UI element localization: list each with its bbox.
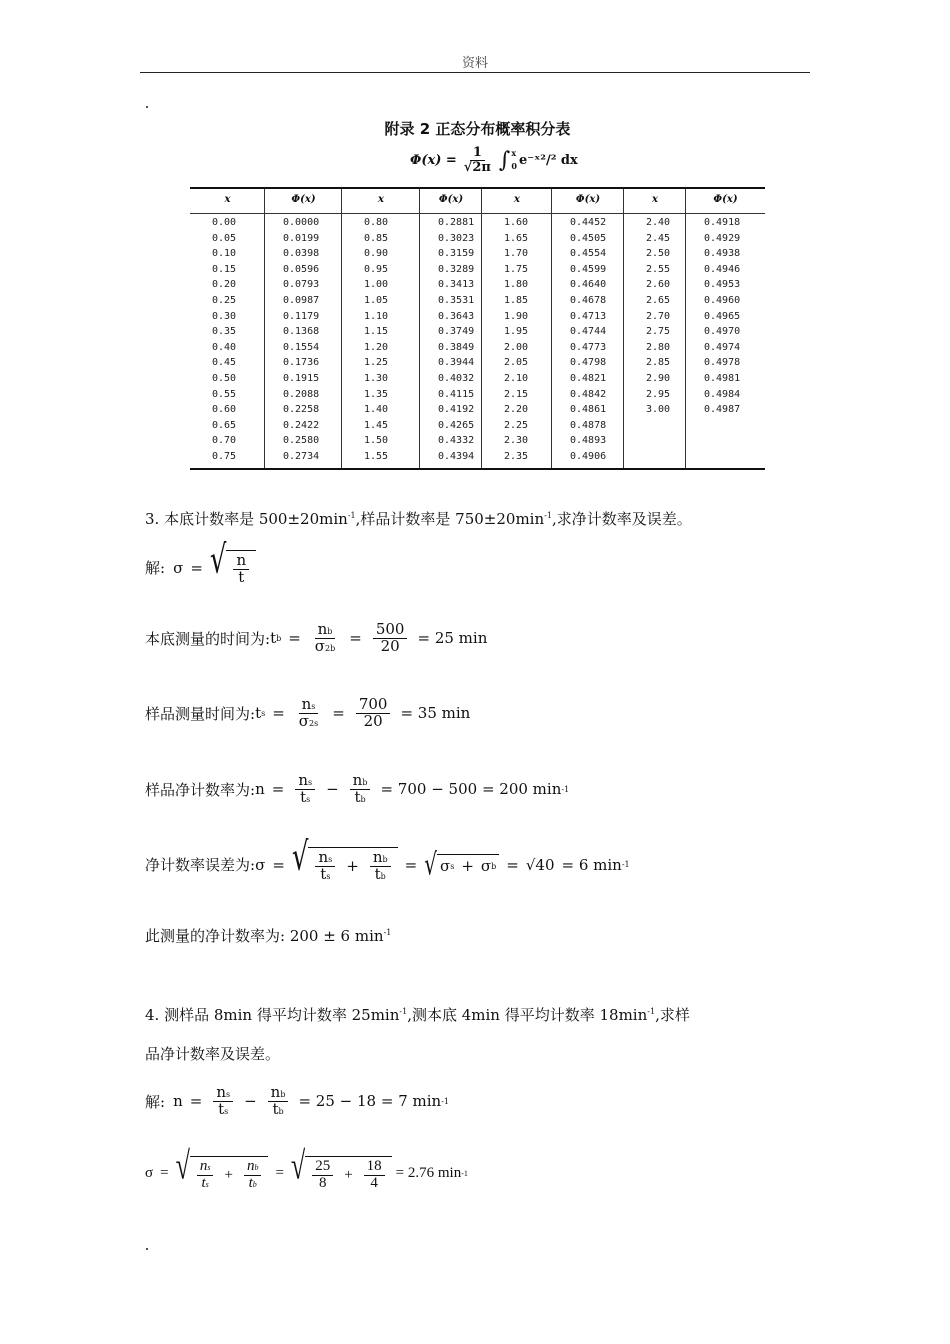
p4-text-b: ,测本底 4min 得平均计数率 18min [407, 1006, 648, 1024]
p3-line3: 样品净计数率为: n = $\frac{ns}{ts}$ − $\frac{nb}{tb}$ = 700 − 500 = 200 min -1 [145, 771, 570, 806]
line-result: = 25 − 18 = 7 min [298, 1092, 442, 1111]
sigma-symbol: σ [298, 711, 310, 730]
sub-b: b [380, 871, 386, 881]
table-cell-x: 0.10 [212, 248, 237, 260]
table-cell-phi: 0.4640 [570, 279, 607, 291]
header-rule [140, 72, 810, 73]
line-label: 样品净计数率为: [145, 780, 256, 799]
p3-exp-b: -1 [544, 511, 552, 520]
equals: = [272, 855, 285, 874]
ns-over-ts [213, 1085, 233, 1118]
table-cell-x: 0.80 [364, 217, 389, 228]
table-cell-phi: 0.4554 [570, 248, 607, 260]
frac-den: t [374, 864, 381, 883]
table-cell-phi: 0.4906 [570, 451, 607, 462]
table-cell-phi: 0.4974 [704, 341, 741, 353]
table-cell-x: 0.15 [212, 263, 237, 275]
exp-2: 2 [309, 718, 315, 728]
frac-num: n [216, 1083, 226, 1101]
table-cell-phi: 0.4978 [704, 357, 741, 369]
equals: = [272, 704, 285, 723]
sigma-symbol: σ [439, 857, 451, 876]
table-cell-phi: 0.4032 [438, 373, 475, 384]
table-cell-x: 0.20 [212, 279, 237, 291]
equals: = [506, 855, 519, 874]
table-cell-phi: 0.3643 [438, 310, 475, 322]
frac-num: n [233, 553, 249, 570]
table-cell-x: 1.85 [504, 295, 529, 306]
table-cell-x: 1.95 [504, 326, 529, 338]
table-cell-phi: 0.0000 [283, 217, 320, 228]
sub-s: s [450, 861, 455, 871]
table-cell-x: 2.25 [504, 419, 529, 431]
p3-conclusion [145, 925, 391, 946]
nb-over-tb [350, 773, 371, 806]
sigma-symbol: σ [314, 636, 326, 655]
table-cell-x: 1.45 [364, 419, 389, 431]
table-cell-phi: 0.3023 [438, 232, 475, 244]
table-cell-x: 1.50 [364, 435, 389, 447]
sub-b: b [330, 643, 336, 653]
sigma-symbol: σ [173, 558, 184, 577]
table-cell-x: 1.65 [504, 232, 529, 244]
appendix-title: 附录 2 正态分布概率积分表 [384, 120, 571, 138]
table-cell-phi: 0.3413 [438, 279, 475, 291]
table-cell-x: 2.35 [504, 451, 529, 462]
table-cell-x: 1.30 [364, 373, 389, 384]
problem-3-statement [145, 508, 692, 529]
sigma-symbol: σ [480, 857, 492, 876]
formula-body: e⁻ˣ²/² dx [518, 152, 578, 168]
table-cell-phi: 0.1915 [283, 373, 320, 384]
table-cell-x: 0.55 [212, 388, 237, 400]
table-cell-phi: 0.4918 [704, 217, 741, 228]
table-cell-x: 2.80 [646, 341, 671, 353]
p3-solution-formula [145, 538, 256, 586]
table-cell-phi: 0.4938 [704, 248, 741, 260]
table-cell-x: 1.10 [364, 310, 389, 322]
table-cell-phi: 0.3289 [438, 263, 475, 275]
table-cell-x: 0.30 [212, 310, 237, 322]
sub-s: s [207, 1163, 211, 1172]
exp-neg1: -1 [461, 1169, 468, 1179]
sub-b: b [382, 855, 388, 864]
equals: = [275, 1165, 284, 1182]
frac-num: 700 [356, 697, 391, 714]
p3-text-c: ,求净计数率及误差。 [551, 510, 692, 528]
n-symbol: n [173, 1092, 183, 1111]
table-cell-x: 1.60 [504, 217, 529, 228]
sub-b: b [327, 627, 333, 636]
sub-s: s [326, 871, 331, 881]
table-cell-x: 1.80 [504, 279, 529, 291]
frac-den: t [300, 787, 307, 806]
table-cell-x: 1.15 [364, 326, 389, 338]
p4-exp-b: -1 [647, 1007, 656, 1016]
table-cell-phi: 0.0398 [283, 248, 320, 260]
sub-s: s [205, 1179, 209, 1189]
table-cell-phi: 0.4265 [438, 419, 475, 431]
p3-text-b: ,样品计数率是 750±20min [355, 510, 545, 528]
table-column-rule [481, 189, 482, 468]
sub-s: s [224, 1106, 229, 1116]
frac-den: 20 [380, 636, 400, 655]
table-header-cell: x [224, 194, 231, 205]
frac-den: t [201, 1174, 206, 1191]
table-cell-x: 1.25 [364, 357, 389, 369]
table-cell-phi: 0.4970 [704, 326, 741, 338]
table-header-cell: Φ(x) [575, 194, 601, 205]
frac-den: t [248, 1174, 253, 1191]
formula-fraction [461, 146, 494, 174]
table-cell-phi: 0.3849 [438, 341, 475, 353]
sub-b: b [252, 1179, 257, 1189]
frac-num: n [298, 771, 308, 789]
p3-exp-a: -1 [347, 511, 356, 520]
sub-b: b [491, 861, 497, 871]
equals: = [332, 704, 345, 723]
table-cell-phi: 0.4953 [704, 279, 741, 291]
integral-symbol: ∫ [498, 147, 511, 173]
numeric-fraction [356, 697, 391, 730]
table-cell-x: 2.20 [504, 404, 529, 416]
table-cell-phi: 0.0793 [283, 279, 320, 291]
table-cell-phi: 0.4946 [704, 263, 741, 275]
radical-sign: √ [424, 846, 437, 882]
p4-line1: 解: n = $\frac{ns}{ts}$ − $\frac{nb}{tb}$ = 25 − 18 = 7 min -1 [145, 1083, 449, 1118]
table-cell-x: 0.75 [212, 451, 237, 462]
table-cell-x: 1.75 [504, 263, 529, 275]
frac-num: n [270, 1083, 281, 1101]
table-header-cell: x [514, 194, 520, 205]
numeric-fraction [373, 622, 408, 655]
table-cell-phi: 0.3749 [438, 326, 475, 338]
line-result: = 35 min [400, 704, 471, 723]
solution-label: 解: [145, 559, 166, 578]
table-cell-x: 0.90 [364, 248, 389, 260]
solution-label: 解: [145, 1092, 166, 1111]
table-cell-phi: 0.4821 [570, 373, 607, 384]
probability-table [190, 187, 765, 470]
p4-sigma-line [145, 1144, 468, 1192]
table-cell-x: 0.60 [212, 404, 237, 416]
line-label: 样品测量时间为: [145, 704, 256, 723]
table-cell-phi: 0.4984 [704, 388, 741, 400]
corner-dot [146, 1248, 148, 1250]
frac-num: n [246, 1158, 255, 1174]
sqrt-40: √40 [525, 855, 555, 874]
sqrt-n-over-t [209, 538, 256, 586]
formula-numerator: 1 [470, 146, 485, 161]
table-cell-x: 1.05 [364, 295, 389, 306]
table-column-rule [685, 189, 686, 468]
table-header-cell: Φ(x) [291, 194, 316, 205]
table-cell-phi: 0.4798 [570, 357, 607, 369]
table-cell-phi: 0.4678 [570, 295, 607, 306]
table-cell-x: 0.65 [212, 419, 237, 431]
frac-den: t [354, 787, 361, 806]
exp-neg1: -1 [561, 784, 570, 794]
frac-den: 20 [363, 711, 383, 730]
sub-b: b [278, 1106, 284, 1116]
frac-den: t [238, 567, 245, 586]
equals: = [271, 780, 285, 799]
table-header-cell: x [378, 194, 384, 205]
table-header-cell: Φ(x) [438, 194, 464, 205]
p4-text-c: ,求样 [655, 1006, 690, 1024]
frac-num: n [372, 848, 383, 866]
table-cell-phi: 0.4893 [570, 435, 607, 447]
table-cell-x: 1.35 [364, 388, 389, 400]
frac-num: n [301, 695, 312, 713]
table-cell-phi: 0.2881 [438, 217, 475, 228]
frac-num: 500 [373, 622, 408, 639]
table-cell-x: 1.40 [364, 404, 389, 416]
table-cell-x: 0.05 [212, 232, 237, 244]
equals: = [190, 558, 203, 577]
table-cell-x: 0.85 [364, 232, 389, 244]
table-cell-phi: 0.4192 [438, 404, 475, 416]
table-cell-phi: 0.0596 [283, 263, 320, 275]
radical-sign: √ [291, 835, 309, 881]
t-symbol: t [270, 629, 277, 648]
sqrt-numeric: √ $\frac{25}{8}$ + $\frac{18}{4}$ [291, 1156, 392, 1192]
sub-s: s [328, 855, 333, 864]
sub-b: b [280, 1090, 286, 1099]
table-cell-phi: 0.1368 [283, 326, 320, 338]
table-cell-x: 2.60 [646, 279, 671, 291]
table-cell-x: 2.75 [646, 326, 671, 338]
table-cell-x: 0.50 [212, 373, 237, 384]
frac-den: t [218, 1099, 225, 1118]
table-cell-phi: 0.0987 [283, 295, 320, 306]
line-result: = 25 min [417, 629, 488, 648]
table-cell-x: 2.05 [504, 357, 529, 369]
table-cell-x: 2.00 [504, 341, 529, 353]
table-cell-phi: 0.2088 [283, 388, 320, 400]
table-cell-x: 0.35 [212, 326, 237, 338]
equals: = [189, 1092, 203, 1111]
table-cell-x: 1.55 [364, 451, 389, 462]
table-header-rule [190, 213, 765, 214]
sub-b: b [360, 794, 366, 804]
p3-line1 [145, 622, 487, 655]
frac-num: 25 [312, 1159, 333, 1176]
p4-exp-a: -1 [399, 1007, 408, 1016]
table-cell-phi: 0.0199 [283, 232, 320, 244]
table-cell-x: 0.25 [212, 295, 237, 306]
equals: = [160, 1165, 169, 1182]
table-header-cell: Φ(x) [713, 194, 738, 205]
exp-2: 2 [325, 643, 331, 653]
table-cell-phi: 0.4842 [570, 388, 607, 400]
table-cell-x: 1.00 [364, 279, 389, 291]
table-column-rule [623, 189, 624, 468]
equals: = [349, 629, 362, 648]
sub-s: s [225, 1090, 231, 1099]
table-cell-phi: 0.3531 [438, 295, 475, 306]
corner-dot [146, 106, 148, 108]
frac-num: 18 [364, 1159, 385, 1176]
table-column-rule [551, 189, 552, 468]
page-header: 资料 [461, 56, 488, 71]
table-cell-x: 3.00 [646, 404, 671, 416]
frac-num: n [317, 620, 328, 638]
formula-lhs: Φ(x) = [410, 152, 457, 168]
frac-den: t [272, 1099, 279, 1118]
line-label: 净计数率误差为: [145, 856, 256, 875]
n-over-sigma2 [312, 622, 338, 655]
frac-den: 8 [318, 1174, 327, 1191]
table-cell-phi: 0.2580 [283, 435, 320, 447]
table-cell-phi: 0.4981 [704, 373, 741, 384]
sigma-symbol: σ [255, 855, 266, 874]
equals: = [288, 629, 301, 648]
line-result: = 700 − 500 = 200 min [380, 780, 562, 799]
sqrt-sigma-sum: √ σ s + σ b [424, 854, 499, 875]
exp-neg1: -1 [621, 860, 630, 870]
table-cell-x: 2.30 [504, 435, 529, 447]
table-cell-x: 0.00 [212, 217, 237, 228]
table-cell-phi: 0.4773 [570, 341, 607, 353]
line-result: = 6 min [561, 855, 622, 874]
radical-sign: √ [290, 1144, 306, 1188]
sqrt-sum-fractions: √ $\frac{ns}{ts}$ + $\frac{nb}{tb}$ [292, 847, 398, 883]
line-result: = 2.76 min [395, 1165, 462, 1182]
frac-num: n [352, 771, 363, 789]
table-cell-phi: 0.1736 [283, 357, 320, 369]
frac-den: 4 [370, 1174, 378, 1191]
sub-s: s [261, 708, 266, 718]
table-cell-x: 0.70 [212, 435, 237, 447]
table-cell-x: 0.45 [212, 357, 237, 369]
table-cell-x: 2.40 [646, 217, 671, 228]
table-cell-x: 2.45 [646, 232, 671, 244]
formula-denominator: √2π [463, 159, 491, 175]
frac-num: n [318, 848, 329, 866]
table-cell-x: 2.95 [646, 388, 671, 400]
n-symbol: n [255, 780, 265, 799]
table-cell-phi: 0.2258 [283, 404, 320, 416]
table-column-rule [264, 189, 265, 468]
table-cell-phi: 0.4987 [704, 404, 741, 416]
sqrt-sum-fractions: √ $\frac{ns}{ts}$ + $\frac{nb}{tb}$ [176, 1156, 269, 1192]
table-cell-phi: 0.1554 [283, 341, 320, 353]
sub-s: s [307, 778, 313, 787]
table-cell-phi: 0.4115 [438, 388, 475, 400]
integral-lower: 0 [511, 161, 517, 172]
sub-s: s [306, 794, 311, 804]
sub-s: s [311, 702, 316, 711]
sub-b: b [254, 1163, 259, 1172]
table-cell-x: 2.90 [646, 373, 671, 384]
table-cell-phi: 0.4861 [570, 404, 607, 416]
n-over-sigma2 [296, 697, 321, 730]
table-cell-phi: 0.3944 [438, 357, 475, 369]
conclusion-text: 此测量的净计数率为: 200 ± 6 min [145, 927, 384, 945]
table-cell-phi: 0.4744 [570, 326, 607, 338]
table-cell-x: 1.20 [364, 341, 389, 353]
table-cell-x: 2.50 [646, 248, 671, 260]
table-cell-x: 0.40 [212, 341, 237, 353]
table-column-rule [419, 189, 420, 468]
table-cell-x: 2.70 [646, 310, 671, 322]
table-cell-phi: 0.1179 [283, 310, 320, 322]
t-symbol: t [255, 704, 262, 723]
table-cell-phi: 0.3159 [438, 248, 475, 260]
radical-sign: √ [175, 1144, 190, 1188]
table-header-cell: x [652, 194, 658, 205]
table-cell-x: 2.65 [646, 295, 671, 306]
radical-sign: √ [209, 538, 227, 584]
equals: = [404, 855, 418, 874]
table-cell-phi: 0.4965 [704, 310, 741, 322]
table-cell-x: 2.15 [504, 388, 529, 400]
exp-neg1: -1 [441, 1096, 449, 1106]
table-column-rule [341, 189, 342, 468]
exp-neg1: -1 [383, 928, 392, 937]
table-cell-x: 1.70 [504, 248, 529, 260]
table-cell-phi: 0.4332 [438, 435, 475, 447]
table-cell-x: 2.55 [646, 263, 671, 275]
problem-4-statement-cont: 品净计数率及误差。 [145, 1045, 281, 1063]
frac-den: t [320, 864, 327, 883]
table-cell-phi: 0.4452 [570, 217, 607, 228]
ns-over-ts [295, 773, 315, 806]
table-cell-phi: 0.4599 [570, 263, 607, 275]
integral-upper: x [511, 148, 517, 159]
table-cell-phi: 0.2734 [283, 451, 320, 462]
table-cell-phi: 0.2422 [283, 419, 320, 431]
normal-integral-formula [410, 146, 578, 174]
sub-b: b [276, 633, 282, 643]
line-label: 本底测量的时间为: [145, 629, 271, 648]
sub-b: b [362, 778, 368, 787]
sigma-symbol: σ [145, 1165, 154, 1182]
table-cell-x: 0.95 [364, 263, 389, 275]
table-cell-phi: 0.4505 [570, 232, 607, 244]
table-cell-x: 2.85 [646, 357, 671, 369]
p3-line4 [145, 835, 630, 883]
table-cell-x: 2.10 [504, 373, 529, 384]
table-cell-phi: 0.4960 [704, 295, 741, 306]
nb-over-tb [268, 1085, 289, 1118]
frac-num: n [199, 1158, 208, 1174]
sub-s: s [314, 718, 319, 728]
table-cell-phi: 0.4713 [570, 310, 607, 322]
table-cell-x: 1.90 [504, 310, 529, 322]
problem-4-statement [145, 1004, 690, 1025]
table-cell-phi: 0.4929 [704, 232, 741, 244]
p3-text-a: 3. 本底计数率是 500±20min [145, 510, 348, 528]
table-cell-phi: 0.4394 [438, 451, 475, 462]
p3-line2 [145, 697, 470, 730]
p4-text-a: 4. 测样品 8min 得平均计数率 25min [145, 1006, 400, 1024]
table-cell-phi: 0.4878 [570, 419, 607, 431]
